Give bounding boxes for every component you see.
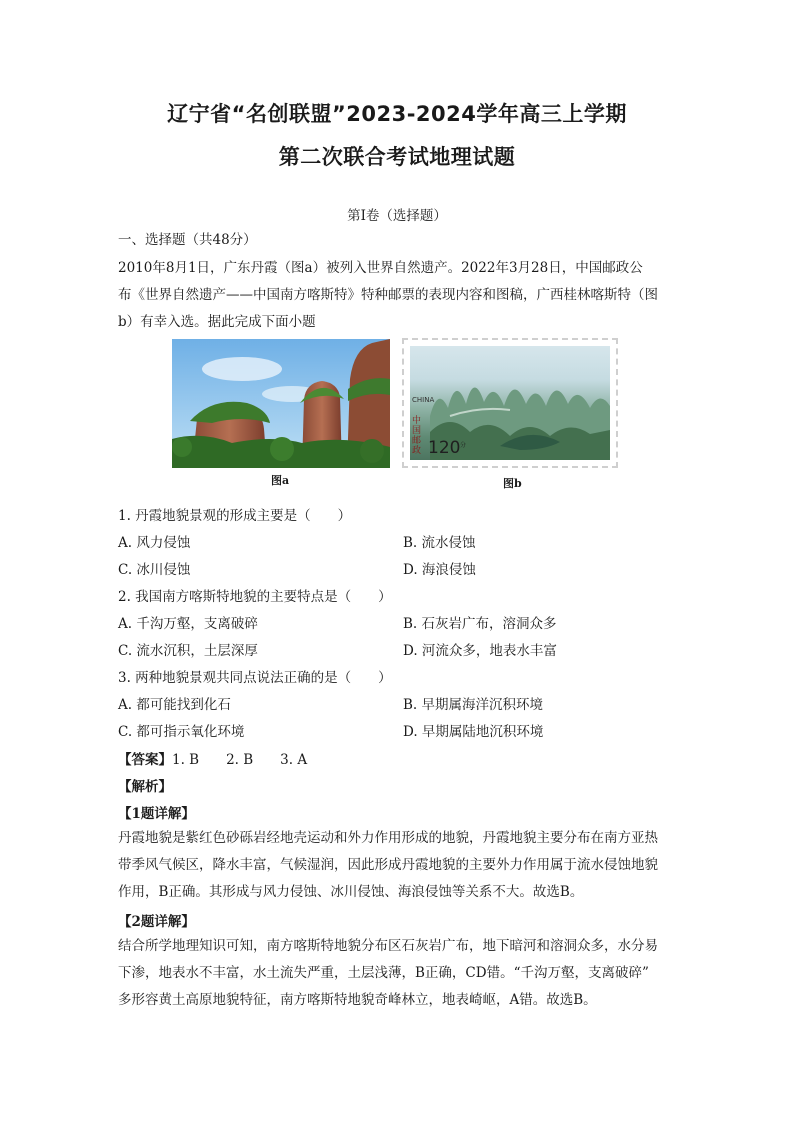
q1-option-a: A. 风力侵蚀: [118, 535, 191, 551]
q2-analysis-label: 【2题详解】: [118, 914, 195, 930]
q2-option-b: B. 石灰岩广布，溶洞众多: [403, 616, 557, 632]
q3-option-a: A. 都可能找到化石: [118, 697, 231, 713]
q1-analysis-label: 【1题详解】: [118, 806, 195, 822]
stamp-value: 120: [428, 438, 461, 458]
stamp-country: CHINA: [412, 396, 435, 404]
part-heading: 一、选择题（共48分）: [118, 232, 257, 248]
stamp-post-label: 中国邮政: [412, 416, 422, 456]
q1-option-d: D. 海浪侵蚀: [403, 562, 476, 578]
analysis-label: 【解析】: [118, 779, 172, 795]
answer-label: 【答案】: [118, 752, 172, 768]
question-3-stem: 3. 两种地貌景观共同点说法正确的是（ ）: [118, 670, 392, 686]
q2-analysis-line-1: 结合所学地理知识可知，南方喀斯特地貌分布区石灰岩广布，地下暗河和溶洞众多，水分易: [118, 938, 658, 954]
q1-option-b: B. 流水侵蚀: [403, 535, 476, 551]
title-line-2: 第二次联合考试地理试题: [278, 145, 516, 169]
q3-option-c: C. 都可指示氧化环境: [118, 724, 245, 740]
q2-analysis-line-3: 多形容黄土高原地貌特征，南方喀斯特地貌奇峰林立，地表崎岖，A错。故选B。: [118, 992, 597, 1008]
title-line-1: 辽宁省“名创联盟”2023-2024学年高三上学期: [167, 102, 627, 126]
stamp-unit: 分: [460, 442, 467, 449]
q1-analysis-line-2: 带季风气候区，降水丰富，气候湿润，因此形成丹霞地貌的主要外力作用属于流水侵蚀地貌: [118, 857, 658, 873]
stamp-artwork: [410, 346, 610, 460]
answer-text: 1. B 2. B 3. A: [172, 752, 308, 768]
q1-option-c: C. 冰川侵蚀: [118, 562, 191, 578]
q1-analysis-line-1: 丹霞地貌是紫红色砂砾岩经地壳运动和外力作用形成的地貌，丹霞地貌主要分布在南方亚热: [118, 830, 658, 846]
figure-b-stamp: [402, 338, 618, 468]
q2-option-d: D. 河流众多，地表水丰富: [403, 643, 557, 659]
q3-option-b: B. 早期属海洋沉积环境: [403, 697, 544, 713]
q2-option-a: A. 千沟万壑，支离破碎: [118, 616, 258, 632]
answer-line: [118, 748, 307, 768]
q1-analysis-line-3: 作用，B正确。其形成与风力侵蚀、冰川侵蚀、海浪侵蚀等关系不大。故选B。: [118, 884, 584, 900]
question-2-stem: 2. 我国南方喀斯特地貌的主要特点是（ ）: [118, 589, 392, 605]
question-1-stem: 1. 丹霞地貌景观的形成主要是（ ）: [118, 508, 352, 524]
q3-option-d: D. 早期属陆地沉积环境: [403, 724, 544, 740]
intro-line-3: b）有幸入选。据此完成下面小题: [118, 314, 316, 330]
q2-analysis-line-2: 下渗，地表水不丰富，水土流失严重，土层浅薄，B正确，CD错。“千沟万壑，支离破碎”: [118, 965, 649, 981]
figure-b-caption: 图b: [503, 477, 522, 490]
q2-option-c: C. 流水沉积，土层深厚: [118, 643, 258, 659]
intro-line-2: 布《世界自然遗产——中国南方喀斯特》特种邮票的表现内容和图稿，广西桂林喀斯特（图: [118, 287, 658, 303]
figure-a-caption: 图a: [271, 474, 290, 487]
intro-line-1: 2010年8月1日，广东丹霞（图a）被列入世界自然遗产。2022年3月28日，中国邮政公: [118, 260, 643, 276]
figure-a-danxia-photo: [172, 339, 390, 468]
volume-heading: 第Ⅰ卷（选择题）: [347, 208, 447, 224]
